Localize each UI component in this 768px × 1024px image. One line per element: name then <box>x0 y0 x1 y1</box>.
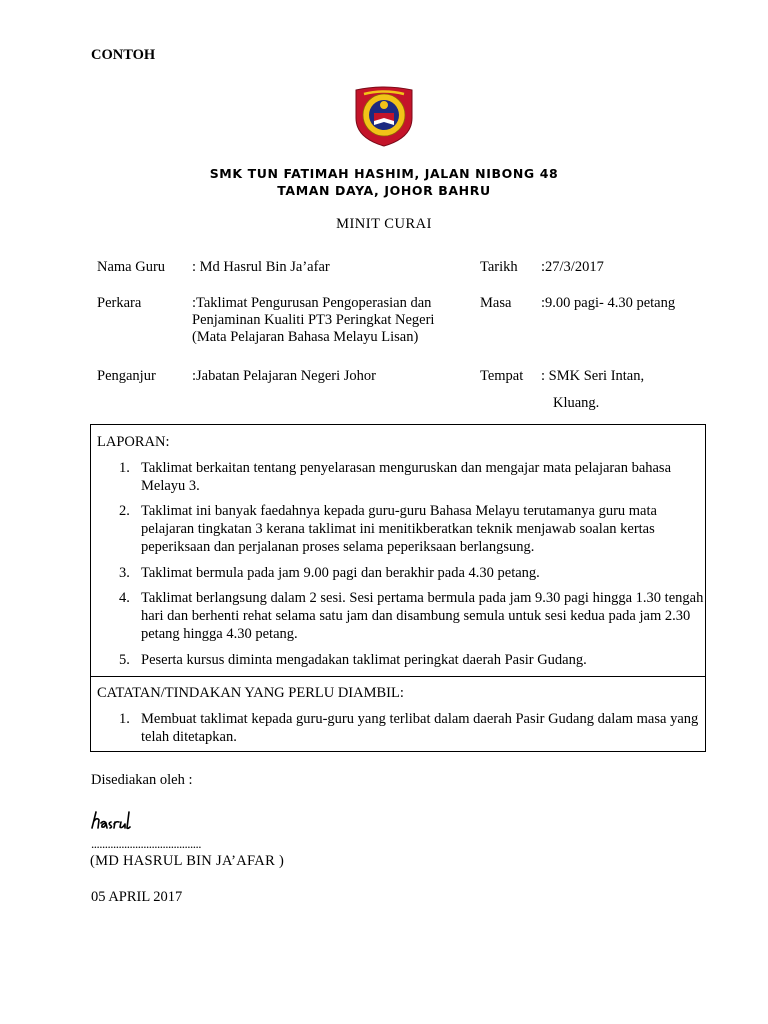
nama-guru-label: Nama Guru <box>97 259 166 275</box>
item-number: 1. <box>119 460 130 476</box>
tarikh-value: :27/3/2017 <box>541 259 604 275</box>
list-item <box>119 502 705 556</box>
list-item <box>119 564 705 582</box>
document-date: 05 APRIL 2017 <box>91 889 183 905</box>
list-item <box>119 710 705 746</box>
prepared-by-label: Disediakan oleh : <box>91 772 193 788</box>
list-item <box>119 651 705 669</box>
item-number: 1. <box>119 711 130 727</box>
section-divider <box>91 676 705 677</box>
penganjur-value: :Jabatan Pelajaran Negeri Johor <box>192 368 376 384</box>
perkara-value: :Taklimat Pengurusan Pengoperasian dan Penjaminan Kualiti PT3 Peringkat Negeri (Mata Pelajaran Bahasa Melayu Lisan) <box>192 295 435 345</box>
item-text: Taklimat berlangsung dalam 2 sesi. Sesi pertama bermula pada jam 9.30 pagi hingga 1.30 tengah hari dan berhenti rehat selama satu jam dan disambung semula untuk sesi kedua pada jam 2.30 petang hingga 4.30 petang. <box>141 590 704 642</box>
item-text: Taklimat ini banyak faedahnya kepada guru-guru Bahasa Melayu terutamanya guru mata pelajaran tingkatan 3 kerana taklimat ini menitikberatkan teknik menjawab soalan kertas peperiksaan dan perjalanan proses selama peperiksaan berlangsung. <box>141 503 657 555</box>
item-number: 2. <box>119 503 130 519</box>
item-number: 3. <box>119 565 130 581</box>
item-text: Taklimat bermula pada jam 9.00 pagi dan berakhir pada 4.30 petang. <box>141 565 540 581</box>
item-text: Membuat taklimat kepada guru-guru yang terlibat dalam daerah Pasir Gudang dalam masa yang telah ditetapkan. <box>141 711 699 745</box>
document-label: CONTOH <box>91 47 156 63</box>
report-box <box>90 424 706 752</box>
perkara-label: Perkara <box>97 295 142 311</box>
masa-label: Masa <box>480 295 512 311</box>
tempat-value-line1: : SMK Seri Intan, <box>541 368 645 384</box>
signatory-name: (MD HASRUL BIN JA’AFAR ) <box>90 853 285 869</box>
school-address: TAMAN DAYA, JOHOR BAHRU <box>277 183 491 198</box>
item-text: Taklimat berkaitan tentang penyelarasan menguruskan dan mengajar mata pelajaran bahasa Melayu 3. <box>141 460 672 494</box>
catatan-heading: CATATAN/TINDAKAN YANG PERLU DIAMBIL: <box>97 685 404 701</box>
list-item <box>119 459 705 495</box>
school-name: SMK TUN FATIMAH HASHIM, JALAN NIBONG 48 <box>209 166 559 181</box>
page-title: MINIT CURAI <box>336 216 432 232</box>
nama-guru-value: : Md Hasrul Bin Ja’afar <box>192 259 330 275</box>
item-text: Peserta kursus diminta mengadakan taklimat peringkat daerah Pasir Gudang. <box>141 652 587 668</box>
penganjur-label: Penganjur <box>97 368 156 384</box>
tempat-label: Tempat <box>480 368 524 384</box>
tarikh-label: Tarikh <box>480 259 518 275</box>
signature-line: ........................................ <box>91 836 201 851</box>
list-item <box>119 589 705 643</box>
school-crest-icon <box>350 84 418 148</box>
signature-icon <box>89 808 145 834</box>
laporan-heading: LAPORAN: <box>97 434 170 450</box>
tempat-value-line2: Kluang. <box>553 395 600 411</box>
item-number: 5. <box>119 652 130 668</box>
masa-value: :9.00 pagi- 4.30 petang <box>541 295 676 311</box>
item-number: 4. <box>119 590 130 606</box>
